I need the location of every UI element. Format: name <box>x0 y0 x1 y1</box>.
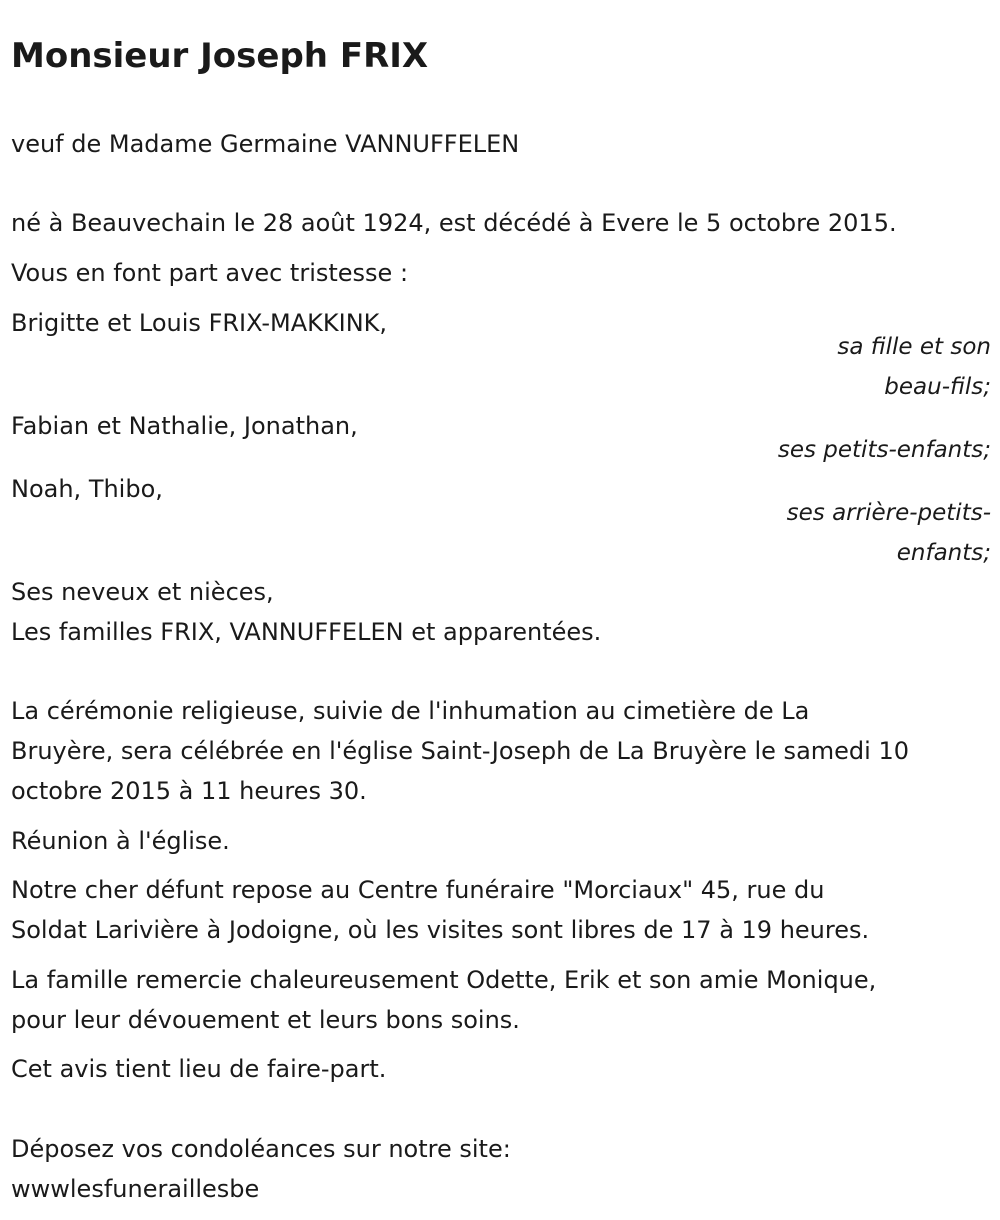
ceremony-paragraph <box>11 691 991 811</box>
families-line: Les familles FRIX, VANNUFFELEN et apparentées. <box>11 618 602 646</box>
family-names-1: Brigitte et Louis FRIX-MAKKINK, <box>11 309 388 337</box>
meeting-line: Réunion à l'église. <box>11 827 230 855</box>
family-relation-3a: ses arrière-petits- <box>786 500 991 526</box>
ceremony-line-1: La cérémonie religieuse, suivie de l'inhumation au cimetière de La <box>11 697 810 725</box>
rest-line-2: Soldat Larivière à Jodoigne, où les visites sont libres de 17 à 19 heures. <box>11 916 870 944</box>
ceremony-line-3: octobre 2015 à 11 heures 30. <box>11 777 367 805</box>
rest-line-1: Notre cher défunt repose au Centre funéraire "Morciaux" 45, rue du <box>11 876 825 904</box>
deceased-name-title: Monsieur Joseph FRIX <box>11 36 429 76</box>
notice-line: Cet avis tient lieu de faire-part. <box>11 1055 387 1083</box>
intro-line: Vous en font part avec tristesse : <box>11 259 409 287</box>
obituary-notice <box>11 0 991 1220</box>
birth-death-line: né à Beauvechain le 28 août 1924, est décédé à Evere le 5 octobre 2015. <box>11 209 897 237</box>
family-relation-3b: enfants; <box>896 540 991 566</box>
rest-paragraph <box>11 870 991 950</box>
widow-line: veuf de Madame Germaine VANNUFFELEN <box>11 130 520 158</box>
thanks-paragraph <box>11 960 991 1040</box>
thanks-line-1: La famille remercie chaleureusement Odette, Erik et son amie Monique, <box>11 966 877 994</box>
family-relation-2a: ses petits-enfants; <box>777 437 991 463</box>
ceremony-line-2: Bruyère, sera célébrée en l'église Saint-Joseph de La Bruyère le samedi 10 <box>11 737 909 765</box>
condolences-label: Déposez vos condoléances sur notre site: <box>11 1135 511 1163</box>
condolences-site-link[interactable]: wwwlesfuneraillesbe <box>11 1175 260 1203</box>
family-relation-1a: sa fille et son <box>837 334 991 360</box>
thanks-line-2: pour leur dévouement et leurs bons soins. <box>11 1006 520 1034</box>
family-names-3: Noah, Thibo, <box>11 475 163 503</box>
nephews-line: Ses neveux et nièces, <box>11 578 274 606</box>
family-names-2: Fabian et Nathalie, Jonathan, <box>11 412 358 440</box>
family-relation-1b: beau-fils; <box>884 374 991 400</box>
